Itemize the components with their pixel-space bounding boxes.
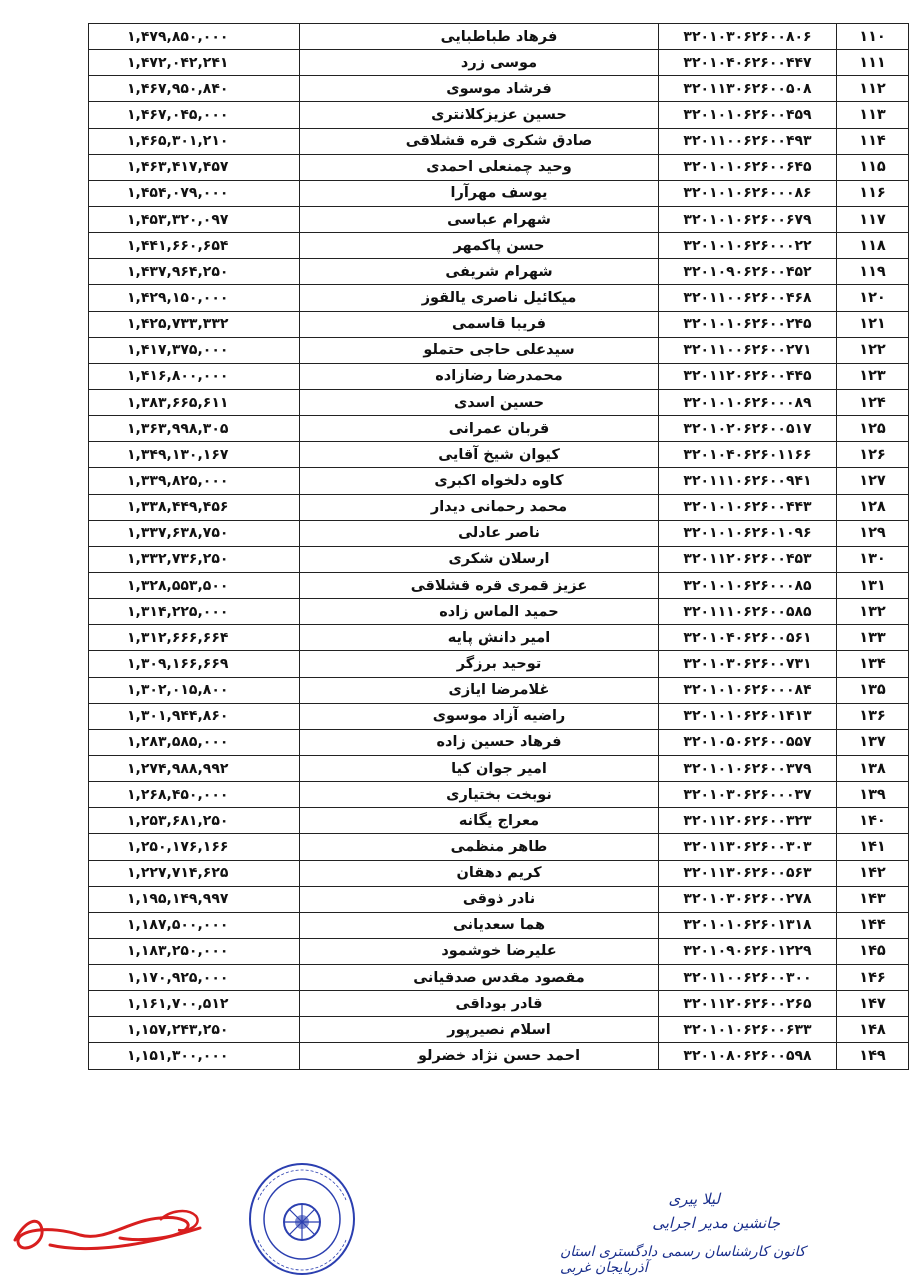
amount-value: ۱,۴۵۳,۳۲۰,۰۹۷ [89,206,300,232]
table-row [89,24,909,50]
table-row [89,50,909,76]
signer-block [560,1190,850,1280]
row-number: ۱۲۲ [837,337,909,363]
table-row [89,363,909,389]
account-code: ۳۲۰۱۱۱۰۶۲۶۰۰۹۴۱ [659,468,837,494]
row-number: ۱۳۲ [837,599,909,625]
row-number: ۱۳۸ [837,755,909,781]
row-number: ۱۳۱ [837,572,909,598]
table-row [89,468,909,494]
amount-value: ۱,۱۹۵,۱۴۹,۹۹۷ [89,886,300,912]
account-code: ۳۲۰۱۰۱۰۶۲۶۰۰۴۵۹ [659,102,837,128]
row-number: ۱۴۸ [837,1017,909,1043]
amount-value: ۱,۳۳۸,۴۴۹,۴۵۶ [89,494,300,520]
account-code: ۳۲۰۱۰۹۰۶۲۶۰۱۲۲۹ [659,938,837,964]
row-number: ۱۳۳ [837,625,909,651]
person-name: راضیه آزاد موسوی [300,703,659,729]
table-row [89,76,909,102]
row-number: ۱۲۳ [837,363,909,389]
table-row [89,755,909,781]
person-name: احمد حسن نژاد خضرلو [300,1043,659,1069]
account-code: ۳۲۰۱۰۵۰۶۲۶۰۰۵۵۷ [659,729,837,755]
table-row [89,1043,909,1069]
account-code: ۳۲۰۱۱۲۰۶۲۶۰۰۳۲۳ [659,808,837,834]
account-code: ۳۲۰۱۰۱۰۶۲۶۰۰۰۲۲ [659,233,837,259]
amount-value: ۱,۴۶۷,۹۵۰,۸۴۰ [89,76,300,102]
payment-table-body [89,24,909,1070]
person-name: طاهر منظمی [300,834,659,860]
row-number: ۱۴۹ [837,1043,909,1069]
account-code: ۳۲۰۱۰۱۰۶۲۶۰۰۶۳۳ [659,1017,837,1043]
row-number: ۱۲۷ [837,468,909,494]
row-number: ۱۱۸ [837,233,909,259]
table-row [89,572,909,598]
amount-value: ۱,۱۷۰,۹۲۵,۰۰۰ [89,965,300,991]
amount-value: ۱,۱۸۷,۵۰۰,۰۰۰ [89,912,300,938]
row-number: ۱۲۶ [837,442,909,468]
account-code: ۳۲۰۱۱۳۰۶۲۶۰۰۵۶۳ [659,860,837,886]
person-name: کیوان شیخ آقایی [300,442,659,468]
table-row [89,494,909,520]
table-row [89,860,909,886]
signature-area [0,1160,849,1280]
amount-value: ۱,۳۶۳,۹۹۸,۳۰۵ [89,416,300,442]
person-name: محمد رحمانی دیدار [300,494,659,520]
row-number: ۱۳۶ [837,703,909,729]
table-row [89,154,909,180]
amount-value: ۱,۴۵۴,۰۷۹,۰۰۰ [89,180,300,206]
amount-value: ۱,۱۶۱,۷۰۰,۵۱۲ [89,991,300,1017]
account-code: ۳۲۰۱۰۱۰۶۲۶۰۰۶۴۵ [659,154,837,180]
amount-value: ۱,۲۵۳,۶۸۱,۲۵۰ [89,808,300,834]
amount-value: ۱,۴۴۱,۶۶۰,۶۵۴ [89,233,300,259]
person-name: محمدرضا رضازاده [300,363,659,389]
row-number: ۱۴۵ [837,938,909,964]
person-name: غلامرضا ایازی [300,677,659,703]
table-row [89,938,909,964]
amount-value: ۱,۳۰۹,۱۶۶,۶۶۹ [89,651,300,677]
person-name: قادر بوداقی [300,991,659,1017]
person-name: اسلام نصیرپور [300,1017,659,1043]
person-name: میکائیل ناصری یالقوز [300,285,659,311]
table-row [89,991,909,1017]
person-name: فرهاد حسین زاده [300,729,659,755]
handwritten-signature-left [10,1180,210,1270]
table-row [89,389,909,415]
table-row [89,180,909,206]
amount-value: ۱,۴۷۲,۰۴۲,۲۴۱ [89,50,300,76]
table-row [89,782,909,808]
row-number: ۱۲۸ [837,494,909,520]
table-row [89,912,909,938]
person-name: وحید چمنعلی احمدی [300,154,659,180]
table-row [89,102,909,128]
row-number: ۱۳۰ [837,546,909,572]
row-number: ۱۱۰ [837,24,909,50]
row-number: ۱۱۱ [837,50,909,76]
account-code: ۳۲۰۱۱۱۰۶۲۶۰۰۵۸۵ [659,599,837,625]
person-name: نوبخت بختیاری [300,782,659,808]
person-name: معراج یگانه [300,808,659,834]
account-code: ۳۲۰۱۰۳۰۶۲۶۰۰۷۳۱ [659,651,837,677]
account-code: ۳۲۰۱۰۹۰۶۲۶۰۰۴۵۲ [659,259,837,285]
person-name: علیرضا خوشمود [300,938,659,964]
table-row [89,651,909,677]
row-number: ۱۲۱ [837,311,909,337]
amount-value: ۱,۴۱۶,۸۰۰,۰۰۰ [89,363,300,389]
table-row [89,337,909,363]
amount-value: ۱,۱۵۱,۳۰۰,۰۰۰ [89,1043,300,1069]
account-code: ۳۲۰۱۰۱۰۶۲۶۰۱۳۱۸ [659,912,837,938]
signer-title: جانشین مدیر اجرایی [652,1214,780,1232]
person-name: موسی زرد [300,50,659,76]
row-number: ۱۳۹ [837,782,909,808]
table-row [89,546,909,572]
amount-value: ۱,۴۶۷,۰۴۵,۰۰۰ [89,102,300,128]
account-code: ۳۲۰۱۰۱۰۶۲۶۰۰۲۴۵ [659,311,837,337]
table-row [89,259,909,285]
person-name: حسین عزیزکلانتری [300,102,659,128]
amount-value: ۱,۱۸۳,۲۵۰,۰۰۰ [89,938,300,964]
person-name: توحید برزگر [300,651,659,677]
row-number: ۱۲۹ [837,520,909,546]
row-number: ۱۳۷ [837,729,909,755]
person-name: فرهاد طباطبایی [300,24,659,50]
amount-value: ۱,۳۱۴,۲۲۵,۰۰۰ [89,599,300,625]
table-row [89,677,909,703]
row-number: ۱۴۶ [837,965,909,991]
account-code: ۳۲۰۱۰۲۰۶۲۶۰۰۵۱۷ [659,416,837,442]
account-code: ۳۲۰۱۰۴۰۶۲۶۰۱۱۶۶ [659,442,837,468]
table-row [89,965,909,991]
table-row [89,599,909,625]
person-name: حسین اسدی [300,389,659,415]
row-number: ۱۲۵ [837,416,909,442]
amount-value: ۱,۴۱۷,۳۷۵,۰۰۰ [89,337,300,363]
account-code: ۳۲۰۱۰۱۰۶۲۶۰۰۰۸۶ [659,180,837,206]
table-row [89,206,909,232]
account-code: ۳۲۰۱۰۱۰۶۲۶۰۰۳۷۹ [659,755,837,781]
table-row [89,520,909,546]
table-row [89,442,909,468]
person-name: شهرام شریفی [300,259,659,285]
amount-value: ۱,۲۷۴,۹۸۸,۹۹۲ [89,755,300,781]
payment-list-sheet [88,23,886,1070]
account-code: ۳۲۰۱۱۲۰۶۲۶۰۰۲۶۵ [659,991,837,1017]
amount-value: ۱,۲۸۳,۵۸۵,۰۰۰ [89,729,300,755]
account-code: ۳۲۰۱۰۴۰۶۲۶۰۰۵۶۱ [659,625,837,651]
amount-value: ۱,۳۳۹,۸۲۵,۰۰۰ [89,468,300,494]
account-code: ۳۲۰۱۰۴۰۶۲۶۰۰۴۴۷ [659,50,837,76]
amount-value: ۱,۳۱۲,۶۶۶,۶۶۴ [89,625,300,651]
person-name: صادق شکری قره قشلاقی [300,128,659,154]
table-row [89,729,909,755]
amount-value: ۱,۴۶۳,۴۱۷,۴۵۷ [89,154,300,180]
row-number: ۱۴۷ [837,991,909,1017]
person-name: امیر دانش پایه [300,625,659,651]
row-number: ۱۲۴ [837,389,909,415]
table-row [89,703,909,729]
account-code: ۳۲۰۱۰۱۰۶۲۶۰۱۰۹۶ [659,520,837,546]
account-code: ۳۲۰۱۱۰۰۶۲۶۰۰۳۰۰ [659,965,837,991]
row-number: ۱۱۶ [837,180,909,206]
amount-value: ۱,۴۷۹,۸۵۰,۰۰۰ [89,24,300,50]
account-code: ۳۲۰۱۱۲۰۶۲۶۰۰۴۴۵ [659,363,837,389]
row-number: ۱۴۰ [837,808,909,834]
account-code: ۳۲۰۱۰۱۰۶۲۶۰۰۴۴۳ [659,494,837,520]
row-number: ۱۱۳ [837,102,909,128]
account-code: ۳۲۰۱۰۱۰۶۲۶۰۰۰۸۵ [659,572,837,598]
table-row [89,808,909,834]
table-row [89,1017,909,1043]
payment-table [88,23,909,1070]
amount-value: ۱,۳۰۲,۰۱۵,۸۰۰ [89,677,300,703]
person-name: سیدعلی حاجی حتملو [300,337,659,363]
person-name: نادر ذوقی [300,886,659,912]
account-code: ۳۲۰۱۰۳۰۶۲۶۰۰۸۰۶ [659,24,837,50]
row-number: ۱۴۲ [837,860,909,886]
person-name: یوسف مهرآرا [300,180,659,206]
account-code: ۳۲۰۱۱۰۰۶۲۶۰۰۲۷۱ [659,337,837,363]
amount-value: ۱,۲۵۰,۱۷۶,۱۶۶ [89,834,300,860]
row-number: ۱۱۲ [837,76,909,102]
row-number: ۱۱۷ [837,206,909,232]
table-row [89,416,909,442]
account-code: ۳۲۰۱۰۸۰۶۲۶۰۰۵۹۸ [659,1043,837,1069]
amount-value: ۱,۳۳۲,۷۳۶,۲۵۰ [89,546,300,572]
table-row [89,834,909,860]
amount-value: ۱,۴۳۷,۹۶۴,۲۵۰ [89,259,300,285]
person-name: شهرام عباسی [300,206,659,232]
table-row [89,311,909,337]
person-name: ناصر عادلی [300,520,659,546]
amount-value: ۱,۴۲۵,۷۳۳,۳۳۲ [89,311,300,337]
official-stamp [246,1160,358,1278]
person-name: حمید الماس زاده [300,599,659,625]
person-name: فریبا قاسمی [300,311,659,337]
table-row [89,886,909,912]
amount-value: ۱,۳۴۹,۱۳۰,۱۶۷ [89,442,300,468]
table-row [89,128,909,154]
person-name: کاوه دلخواه اکبری [300,468,659,494]
row-number: ۱۱۹ [837,259,909,285]
amount-value: ۱,۲۲۷,۷۱۴,۶۲۵ [89,860,300,886]
person-name: امیر جوان کیا [300,755,659,781]
amount-value: ۱,۳۲۸,۵۵۳,۵۰۰ [89,572,300,598]
person-name: هما سعدیانی [300,912,659,938]
person-name: قربان عمرانی [300,416,659,442]
person-name: عزیز قمری قره قشلاقی [300,572,659,598]
row-number: ۱۴۱ [837,834,909,860]
amount-value: ۱,۳۰۱,۹۴۴,۸۶۰ [89,703,300,729]
account-code: ۳۲۰۱۰۱۰۶۲۶۰۰۰۸۹ [659,389,837,415]
row-number: ۱۴۴ [837,912,909,938]
amount-value: ۱,۴۲۹,۱۵۰,۰۰۰ [89,285,300,311]
person-name: کریم دهقان [300,860,659,886]
amount-value: ۱,۲۶۸,۴۵۰,۰۰۰ [89,782,300,808]
person-name: مقصود مقدس صدقیانی [300,965,659,991]
row-number: ۱۴۳ [837,886,909,912]
association-name: کانون کارشناسان رسمی دادگستری استان آذربایجان غربی [560,1244,806,1276]
account-code: ۳۲۰۱۰۱۰۶۲۶۰۱۴۱۳ [659,703,837,729]
account-code: ۳۲۰۱۰۱۰۶۲۶۰۰۶۷۹ [659,206,837,232]
person-name: حسن پاکمهر [300,233,659,259]
account-code: ۳۲۰۱۰۱۰۶۲۶۰۰۰۸۴ [659,677,837,703]
row-number: ۱۳۴ [837,651,909,677]
amount-value: ۱,۳۸۳,۶۶۵,۶۱۱ [89,389,300,415]
amount-value: ۱,۱۵۷,۲۴۳,۲۵۰ [89,1017,300,1043]
account-code: ۳۲۰۱۱۰۰۶۲۶۰۰۴۶۸ [659,285,837,311]
amount-value: ۱,۳۳۷,۶۳۸,۷۵۰ [89,520,300,546]
signer-name: لیلا پیری [668,1190,720,1208]
row-number: ۱۱۴ [837,128,909,154]
account-code: ۳۲۰۱۰۳۰۶۲۶۰۰۰۳۷ [659,782,837,808]
table-row [89,625,909,651]
person-name: ارسلان شکری [300,546,659,572]
row-number: ۱۳۵ [837,677,909,703]
account-code: ۳۲۰۱۱۲۰۶۲۶۰۰۴۵۳ [659,546,837,572]
account-code: ۳۲۰۱۰۳۰۶۲۶۰۰۲۷۸ [659,886,837,912]
person-name: فرشاد موسوی [300,76,659,102]
account-code: ۳۲۰۱۱۳۰۶۲۶۰۰۵۰۸ [659,76,837,102]
account-code: ۳۲۰۱۱۳۰۶۲۶۰۰۳۰۳ [659,834,837,860]
account-code: ۳۲۰۱۱۰۰۶۲۶۰۰۴۹۳ [659,128,837,154]
table-row [89,285,909,311]
row-number: ۱۱۵ [837,154,909,180]
row-number: ۱۲۰ [837,285,909,311]
amount-value: ۱,۴۶۵,۳۰۱,۲۱۰ [89,128,300,154]
table-row [89,233,909,259]
